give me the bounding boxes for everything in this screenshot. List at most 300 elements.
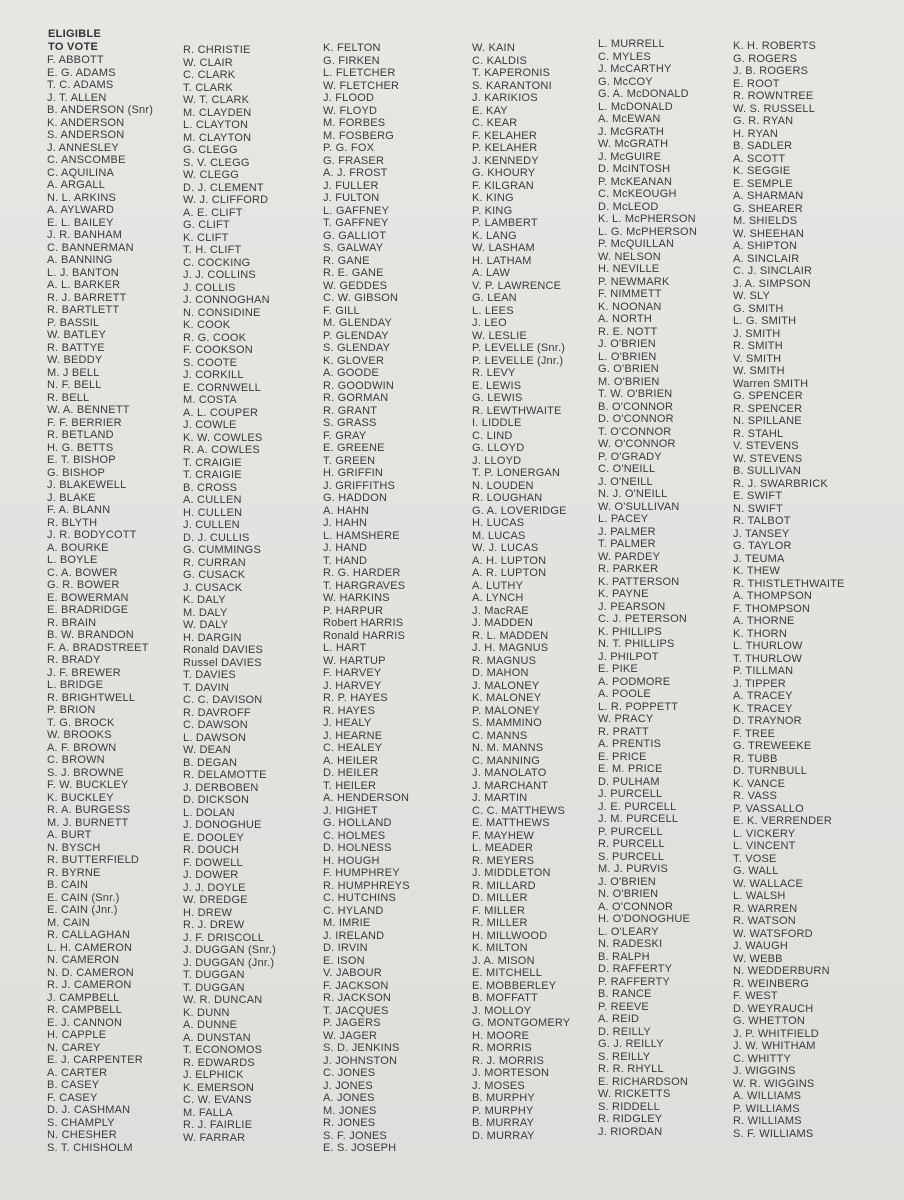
voter-name: T. CRAIGIE (183, 469, 242, 481)
voter-name: J. TEUMA (733, 552, 785, 565)
voter-name: J. WIGGINS (733, 1065, 796, 1077)
voter-name: J. KENNEDY (472, 154, 539, 167)
voter-name: H. GRIFFIN (323, 467, 384, 479)
voter-name: R. HAYES (323, 704, 376, 717)
voter-name: P. NEWMARK (598, 275, 670, 288)
voter-name: T. GAFFNEY (323, 217, 389, 229)
voter-name: W. J. LUCAS (472, 542, 539, 554)
voter-name: P. WILLIAMS (733, 1102, 800, 1115)
voter-name: G. LLOYD (472, 442, 525, 454)
voter-name: R. MILLARD (472, 879, 536, 892)
voter-name: B. RANCE (598, 988, 652, 1000)
voter-name: D. MAHON (472, 667, 529, 679)
voter-name: R. PARKER (598, 563, 659, 575)
voter-name: W. BEDDY (47, 354, 103, 366)
voter-name: R. THISTLETHWAITE (733, 577, 845, 590)
voter-name: E. BRADRIDGE (47, 604, 129, 616)
voter-name: W. WEBB (733, 952, 783, 965)
voter-name: L. G. McPHERSON (598, 225, 697, 238)
voter-name: A. NORTH (598, 313, 652, 325)
voter-name: F. F. BERRIER (47, 416, 122, 429)
voter-name: N. BYSCH (47, 841, 101, 854)
voter-name: A. HEILER (323, 754, 378, 767)
voter-name: R. CHRISTIE (183, 44, 251, 56)
voter-name: J. TANSEY (733, 527, 790, 540)
voter-name: C. A. BOWER (47, 566, 118, 579)
voter-name: J. SMITH (733, 327, 781, 340)
voter-name: P. MURPHY (472, 1104, 534, 1117)
voter-name: D. J. CASHMAN (47, 1104, 131, 1116)
voter-name: J. B. ROGERS (733, 65, 809, 77)
voter-name: R. BRAIN (47, 616, 97, 629)
voter-name: P. LAMBERT (472, 217, 538, 229)
voter-name: D. WEYRAUCH (733, 1002, 814, 1015)
voter-name: J. HEARNE (323, 729, 383, 742)
voter-name: A. PRENTIS (598, 738, 662, 750)
voter-name: G. LEWIS (472, 392, 523, 404)
voter-name: E. MOBBERLEY (472, 979, 557, 992)
voter-name: G. McCOY (598, 75, 653, 88)
voter-name: A. SCOTT (733, 152, 786, 165)
voter-name: M. SHIELDS (733, 215, 798, 227)
voter-name: J. MADDEN (472, 617, 534, 629)
voter-name: R. BLYTH (47, 516, 98, 529)
voter-name: J. JOHNSTON (323, 1054, 398, 1067)
voter-name: J. F. DRISCOLL (183, 931, 265, 944)
voter-name: R. BRADY (47, 654, 101, 666)
voter-name: F. ABBOTT (47, 54, 104, 66)
voter-name: L. DAWSON (183, 731, 247, 744)
voter-name: G. TAYLOR (733, 540, 792, 552)
voter-name: T. PALMER (598, 538, 656, 550)
voter-name: R. GANE (323, 254, 370, 267)
voter-name: R. G. HARDER (323, 567, 401, 579)
voter-name: L. HART (323, 642, 367, 654)
voter-name: K. DALY (183, 594, 226, 606)
voter-name: P. GLENDAY (323, 329, 389, 342)
voter-name: D. TURNBULL (733, 765, 808, 777)
voter-name: K. GLOVER (323, 354, 385, 367)
voter-name: E. CORNWELL (183, 381, 261, 394)
voter-name: B. CROSS (183, 481, 238, 494)
voter-name: W. McGRATH (598, 138, 669, 150)
voter-name: L. WALSH (733, 890, 786, 902)
voter-name: L. HAMSHERE (323, 529, 400, 542)
voter-name: R. BRIGHTWELL (47, 691, 136, 704)
voter-name: H. NEVILLE (598, 263, 660, 275)
voter-name: A. E. CLIFT (183, 206, 243, 219)
voter-name: L. VINCENT (733, 840, 796, 852)
voter-name: K. KING (472, 192, 514, 204)
voter-name: J. TIPPER (733, 677, 786, 690)
voter-name: J. P. WHITFIELD (733, 1027, 819, 1040)
voter-name: R. J. BARRETT (47, 291, 127, 304)
voter-name: A. SHARMAN (733, 190, 804, 202)
voter-name: A. AYLWARD (47, 204, 115, 216)
voter-name: A. DUNNE (183, 1019, 238, 1031)
voter-name: W. O'SULLIVAN (598, 500, 680, 513)
voter-name: L. PACEY (598, 513, 649, 525)
voter-name: H. O'DONOGHUE (598, 913, 691, 925)
voter-name: J. MALONEY (472, 679, 540, 692)
voter-name: G. FRASER (323, 154, 385, 167)
voter-name: P. McQUILLAN (598, 238, 675, 250)
voter-name: P. LEVELLE (Snr.) (472, 342, 566, 354)
voter-name: T. HARGRAVES (323, 579, 406, 592)
voter-name: J. CUSACK (183, 581, 243, 594)
voter-name: B. CASEY (47, 1079, 100, 1091)
voter-name: A. R. LUPTON (472, 567, 547, 579)
voter-name: C. DAWSON (183, 719, 248, 731)
voter-name: L. R. POPPETT (598, 700, 679, 713)
voter-name: C. C. DAVISON (183, 694, 263, 706)
voter-name: R. P. HAYES (323, 692, 388, 704)
voter-name: W. DALY (183, 619, 229, 631)
voter-name: A. PODMORE (598, 675, 671, 688)
voter-name: S. MAMMINO (472, 717, 542, 729)
voter-name: N. CAREY (47, 1041, 101, 1054)
voter-name: G. A. LOVERIDGE (472, 504, 567, 517)
voter-name: R. JONES (323, 1117, 376, 1129)
voter-name: E. J. CANNON (47, 1016, 123, 1029)
voter-name: S. GLENDAY (323, 342, 391, 354)
voter-name: B. RALPH (598, 950, 650, 963)
voter-name: D. MURRAY (472, 1129, 535, 1142)
voter-name: W. SLY (733, 290, 771, 302)
voter-name: R. E. GANE (323, 267, 384, 279)
voter-name: R. SMITH (733, 340, 783, 352)
voter-name: T. GREEN (323, 454, 376, 467)
voter-name: R. BATTYE (47, 341, 105, 354)
voter-name: H. RYAN (733, 127, 779, 140)
voter-name: N. CONSIDINE (183, 306, 261, 319)
voter-name: R. VASS (733, 790, 777, 802)
voter-name: W. BATLEY (47, 329, 107, 341)
voter-name: A. BURT (47, 829, 92, 841)
voter-name: R. STAHL (733, 427, 784, 440)
voter-name: J. O'NEILL (598, 475, 653, 488)
voter-name: M. FOSBERG (323, 129, 395, 142)
voter-name: E. T. BISHOP (47, 454, 116, 466)
voter-name: F. JACKSON (323, 979, 389, 992)
voter-name: R. E. NOTT (598, 325, 658, 338)
voter-name: B. MOFFATT (472, 992, 538, 1004)
voter-name: S. J. BROWNE (47, 766, 124, 779)
voter-name: M. CLAYDEN (183, 106, 252, 119)
voter-name: L. G. SMITH (733, 315, 797, 327)
voter-name: C. WHITTY (733, 1052, 792, 1065)
voter-name: W. FLETCHER (323, 79, 400, 92)
voter-name: C. W. GIBSON (323, 292, 399, 304)
voter-name: J. T. ALLEN (47, 91, 107, 104)
voter-name: C. C. MATTHEWS (472, 804, 566, 817)
voter-name: J. DONOGHUE (183, 819, 262, 831)
voter-name: E. GREENE (323, 442, 385, 454)
voter-name: G. TREWEEKE (733, 740, 812, 752)
voter-name: R. SPENCER (733, 402, 803, 415)
voter-name: K. MILTON (472, 942, 528, 954)
voter-name: C. W. EVANS (183, 1094, 252, 1106)
voter-name: J. ELPHICK (183, 1069, 244, 1081)
voter-name: L. MURRELL (598, 38, 665, 50)
voter-name: T. THURLOW (733, 652, 803, 665)
voter-name: G. LEAN (472, 292, 517, 304)
voter-name: K. NOONAN (598, 300, 662, 313)
voter-name: J. CORKILL (183, 369, 244, 381)
voter-name: S. V. CLEGG (183, 156, 250, 169)
voter-name: K. PATTERSON (598, 575, 680, 588)
voter-name: T. G. BROCK (47, 716, 115, 729)
voter-name: T. VOSE (733, 852, 777, 865)
voter-name: G. WALL (733, 865, 779, 877)
voter-name: M. DALY (183, 606, 228, 619)
voter-name: J. ANNESLEY (47, 141, 119, 154)
voter-name: J. COWLE (183, 419, 237, 431)
voter-name: F. KELAHER (472, 129, 537, 142)
voter-name: V. SMITH (733, 352, 782, 365)
voter-name: K. FELTON (323, 42, 381, 54)
eligible-heading (48, 28, 101, 53)
heading-line: TO VOTE (48, 40, 99, 53)
voter-name: N. CHESHER (47, 1129, 117, 1141)
voter-name: N. J. O'NEILL (598, 488, 668, 500)
voter-name: H. CULLEN (183, 506, 243, 519)
voter-name: A. CARTER (47, 1066, 108, 1079)
voter-name: C. O'NEILL (598, 463, 656, 475)
voter-name: W. GEDDES (323, 279, 388, 292)
voter-name: K. BUCKLEY (47, 791, 114, 804)
voter-name: G. ROGERS (733, 52, 798, 65)
voter-name: R. WARREN (733, 902, 798, 915)
voter-name: P. KELAHER (472, 142, 538, 154)
voter-name: R. MILLER (472, 917, 528, 929)
voter-name: K. W. COWLES (183, 431, 263, 444)
voter-name: L. McDONALD (598, 100, 673, 113)
voter-name: P. BASSIL (47, 316, 100, 329)
voter-name: W. DEAN (183, 744, 231, 756)
voter-name: H. LATHAM (472, 254, 532, 267)
voter-name: K. SEGGIE (733, 165, 791, 177)
voter-name: R. BYRNE (47, 866, 101, 879)
voter-name: A. SINCLAIR (733, 252, 800, 265)
voter-name: A. J. FROST (323, 167, 388, 179)
voter-name: J. E. PURCELL (598, 800, 677, 813)
voter-name: J. MANOLATO (472, 767, 547, 779)
voter-name: W. NELSON (598, 250, 661, 263)
voter-name: C. COCKING (183, 256, 251, 269)
voter-name: E. RICHARDSON (598, 1075, 688, 1088)
voter-name: M. GLENDAY (323, 317, 393, 329)
voter-name: A. HAHN (323, 504, 370, 517)
voter-name: W. STEVENS (733, 452, 803, 465)
voter-name: C. MYLES (598, 50, 651, 63)
voter-name: C. ANSCOMBE (47, 154, 126, 166)
voter-name: C. MANNS (472, 729, 528, 742)
voter-name: E. G. ADAMS (47, 66, 116, 79)
voter-name: W. DREDGE (183, 894, 248, 906)
voter-name: G. A. McDONALD (598, 88, 689, 100)
voter-name: D. TRAYNOR (733, 715, 802, 727)
voter-name: F. MAYHEW (472, 829, 535, 842)
voter-name: J. O'BRIEN (598, 875, 656, 888)
voter-name: F. GRAY (323, 429, 367, 442)
voter-name: R. J. DREW (183, 919, 245, 931)
voter-name: W. S. RUSSELL (733, 102, 816, 115)
voter-name: N. M. MANNS (472, 742, 544, 754)
voter-name: W. O'CONNOR (598, 438, 676, 450)
voter-name: L. O'LEARY (598, 925, 659, 938)
voter-name: K. THORN (733, 627, 787, 640)
voter-name: L. CLAYTON (183, 119, 249, 131)
voter-name: E. K. VERRENDER (733, 815, 832, 827)
voter-name: A. THORNE (733, 615, 795, 627)
voter-name: F. WEST (733, 990, 778, 1002)
voter-name: S. ANDERSON (47, 129, 125, 141)
voter-name: K. PAYNE (598, 588, 649, 600)
voter-name: G. CUMMINGS (183, 544, 261, 556)
voter-name: D. HEILER (323, 767, 379, 779)
voter-name: J. PHILPOT (598, 650, 659, 663)
voter-name: P. McKEANAN (598, 175, 673, 188)
voter-name: Ronald DAVIES (183, 644, 264, 656)
voter-name: J. H. MAGNUS (472, 642, 549, 654)
voter-name: J. PEARSON (598, 600, 666, 613)
voter-name: J. MOLLOY (472, 1004, 532, 1017)
voter-name: A. LYNCH (472, 592, 524, 604)
voter-name: A. LUTHY (472, 579, 524, 592)
voter-name: R. J. FAIRLIE (183, 1119, 253, 1131)
voter-name: T. HAND (323, 554, 368, 567)
voter-name: E. MITCHELL (472, 967, 543, 979)
voter-name: R. RIDGLEY (598, 1113, 663, 1125)
voter-name: E. ISON (323, 954, 365, 967)
voter-name: F. TREE (733, 727, 776, 740)
voter-name: M. IMRIE (323, 917, 371, 929)
voter-name: A. LAW (472, 267, 511, 279)
voter-name: P. HARPUR (323, 604, 384, 617)
voter-name: F. THOMPSON (733, 602, 811, 615)
voter-name: J. MORTESON (472, 1067, 550, 1079)
voter-name: J. A. MISON (472, 954, 535, 967)
voter-name: H. DARGIN (183, 631, 242, 644)
voter-name: G. WHETTON (733, 1015, 806, 1027)
voter-name: G. GALLIOT (323, 229, 387, 242)
voter-name: F. COOKSON (183, 344, 253, 356)
voter-name: K. VANCE (733, 777, 786, 790)
voter-name: T. KAPERONIS (472, 67, 551, 79)
voter-name: J. MARCHANT (472, 779, 549, 792)
voter-name: W. FARRAR (183, 1131, 246, 1144)
voter-name: R. HUMPHREYS (323, 879, 410, 892)
voter-name: W. J. CLIFFORD (183, 194, 269, 206)
voter-name: R. MEYERS (472, 854, 535, 867)
voter-name: J. CAMPBELL (47, 991, 120, 1004)
voter-name: L. VICKERY (733, 827, 796, 840)
voter-name: R. BELL (47, 391, 90, 404)
voter-name: M. JONES (323, 1104, 377, 1117)
voter-name: R. BARTLETT (47, 304, 120, 316)
voter-name: W. LASHAM (472, 242, 535, 254)
voter-name: J. IRELAND (323, 929, 385, 942)
voter-name: A. TRACEY (733, 690, 793, 702)
voter-name: P. MALONEY (472, 704, 540, 717)
voter-name: E. SWIFT (733, 490, 783, 502)
voter-name: A. POOLE (598, 688, 651, 700)
voter-name: K. MALONEY (472, 692, 542, 704)
voter-name: C. MANNING (472, 754, 540, 767)
voter-name: F. HARVEY (323, 667, 382, 679)
voter-name: G. HOLLAND (323, 817, 392, 829)
voter-name: H. MOORE (472, 1029, 530, 1042)
voter-name: K. COOK (183, 319, 231, 331)
voter-name: R. DOUCH (183, 844, 239, 856)
voter-name: M. COSTA (183, 394, 237, 406)
voter-name: R. J. MORRIS (472, 1054, 545, 1067)
voter-name: A. HENDERSON (323, 792, 410, 804)
voter-name: W. FLOYD (323, 104, 378, 117)
voter-name: G. R. BOWER (47, 579, 120, 591)
voter-name: C. KEAR (472, 117, 518, 129)
voter-name: B. W. BRANDON (47, 629, 134, 641)
voter-name: K. ANDERSON (47, 116, 125, 129)
voter-name: Robert HARRIS (323, 617, 404, 629)
voter-name: C. J. SINCLAIR (733, 265, 813, 277)
voter-name: K. THEW (733, 565, 781, 577)
voter-name: L. O'BRIEN (598, 350, 657, 363)
voter-name: F. GILL (323, 304, 360, 317)
voter-name: L. MEADER (472, 842, 534, 854)
voter-name: T. ECONOMOS (183, 1044, 263, 1056)
voter-name: J. J. COLLINS (183, 269, 256, 281)
voter-name: A. JONES (323, 1092, 375, 1104)
voter-name: J. FULLER (323, 179, 379, 192)
voter-name: R. WATSON (733, 915, 796, 927)
voter-name: M. LUCAS (472, 529, 526, 542)
voter-name: J. HARVEY (323, 679, 382, 692)
voter-name: L. GAFFNEY (323, 204, 390, 217)
voter-name: E. S. JOSEPH (323, 1142, 397, 1154)
voter-name: J. DERBOBEN (183, 781, 259, 794)
voter-name: P. G. FOX (323, 142, 375, 154)
voter-name: T. P. LONERGAN (472, 467, 561, 479)
voter-name: M. CAIN (47, 916, 90, 929)
voter-name: D. DICKSON (183, 794, 250, 806)
voter-name: J. M. PURCELL (598, 813, 679, 825)
voter-name: J. RIORDAN (598, 1125, 663, 1138)
voter-name: R. EDWARDS (183, 1056, 255, 1069)
voter-name: N. SPILLANE (733, 415, 802, 427)
voter-name: W. A. BENNETT (47, 404, 130, 416)
voter-name: J. HAHN (323, 517, 368, 529)
voter-name: A. DUNSTAN (183, 1031, 251, 1044)
voter-name: R. MORRIS (472, 1042, 532, 1054)
voter-name: M. J. PURVIS (598, 863, 669, 875)
voter-name: C. HOLMES (323, 829, 386, 842)
voter-name: H. G. BETTS (47, 441, 114, 454)
voter-name: W. RICKETTS (598, 1088, 671, 1100)
voter-name: J. A. SIMPSON (733, 277, 811, 290)
voter-name: J. BLAKEWELL (47, 479, 127, 491)
voter-name: T. HEILER (323, 779, 377, 792)
voter-name: G. O'BRIEN (598, 363, 659, 375)
voter-name: F. KILGRAN (472, 179, 534, 192)
voter-name: J. W. WHITHAM (733, 1040, 816, 1052)
voter-name: E. CAIN (Snr.) (47, 891, 120, 904)
voter-name: E. PRICE (598, 750, 647, 763)
voter-name: W. R. DUNCAN (183, 994, 263, 1006)
voter-name: J. KARIKIOS (472, 92, 538, 104)
voter-name: B. DEGAN (183, 756, 238, 769)
